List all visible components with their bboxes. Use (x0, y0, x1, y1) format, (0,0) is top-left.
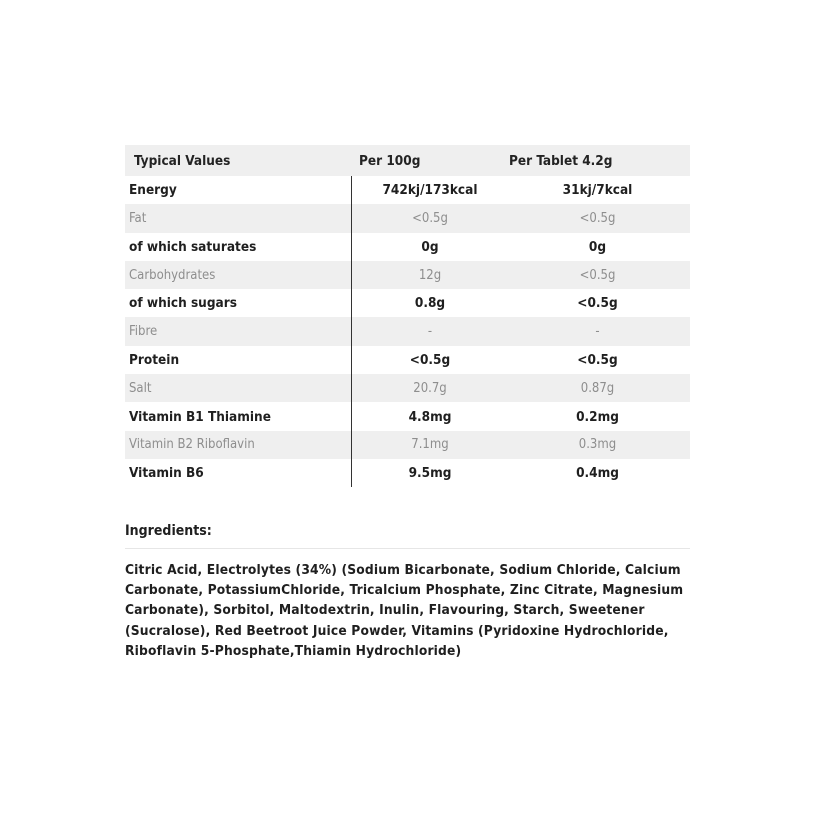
header-per-100g: Per 100g (359, 152, 421, 169)
table-row (125, 402, 690, 430)
value-per-tablet: <0.5g (577, 351, 618, 368)
nutrient-label: Fat (129, 210, 147, 226)
value-per-100g: 0g (421, 238, 439, 255)
value-per-100g: <0.5g (409, 351, 451, 368)
value-per-tablet: 0.4mg (576, 465, 619, 482)
header-per-tablet: Per Tablet 4.2g (509, 152, 613, 169)
value-per-tablet: 0.2mg (576, 408, 619, 425)
nutrient-label: Carbohydrates (129, 267, 216, 283)
nutrient-label: Vitamin B1 Thiamine (129, 408, 271, 425)
value-per-100g: 0.8g (414, 295, 446, 312)
value-per-100g: 9.5mg (408, 465, 452, 482)
nutrient-label: Vitamin B6 (129, 465, 204, 482)
table-row (125, 176, 690, 204)
table-row (125, 204, 690, 232)
table-row (125, 346, 690, 374)
table-row (125, 261, 690, 289)
table-row (125, 289, 690, 317)
nutrient-label: Fibre (129, 324, 158, 340)
value-per-100g: 20.7g (413, 380, 447, 396)
value-per-tablet: 0.3mg (578, 437, 617, 453)
nutrient-label: Vitamin B2 Riboflavin (129, 437, 255, 453)
ingredients-title: Ingredients: (125, 523, 690, 549)
value-per-100g: 7.1mg (411, 437, 449, 453)
value-per-100g: 12g (418, 267, 442, 283)
table-row (125, 317, 690, 345)
nutrient-label: of which sugars (129, 295, 237, 312)
value-per-tablet: - (595, 324, 600, 340)
table-row (125, 374, 690, 402)
value-per-tablet: <0.5g (577, 295, 618, 312)
ingredients-text: Citric Acid, Electrolytes (34%) (Sodium Bicarbonate, Sodium Chloride, Calcium Carbonate, PotassiumChloride, Tricalcium Phosphate, Zinc Citrate, Magnesium Carbonate), Sorbitol, Maltodextrin, Inulin, Flavouring, Starch, Sweetener (Sucralose), Red Beetroot Juice Powder, Vitamins (Pyridoxine Hydrochloride, Riboflavin 5-Phosphate,Thiamin Hydrochloride) (125, 562, 684, 659)
value-per-100g: - (427, 324, 433, 340)
value-per-tablet: 31kj/7kcal (562, 182, 633, 199)
ingredients-section (125, 523, 690, 661)
column-divider (351, 176, 352, 487)
table-row (125, 431, 690, 459)
value-per-tablet: <0.5g (579, 210, 616, 226)
table-row (125, 459, 690, 487)
nutrition-body (125, 176, 690, 487)
value-per-tablet: 0g (588, 238, 607, 255)
nutrient-label: of which saturates (129, 238, 257, 255)
nutrition-table (125, 145, 690, 487)
nutrient-label: Protein (129, 351, 180, 368)
nutrition-header-row (125, 145, 690, 176)
nutrient-label: Salt (129, 380, 152, 396)
value-per-100g: 742kj/173kcal (382, 182, 478, 199)
table-row (125, 233, 690, 261)
value-per-100g: 4.8mg (408, 408, 452, 425)
value-per-tablet: 0.87g (580, 380, 615, 396)
header-typical-values: Typical Values (134, 152, 231, 169)
nutrient-label: Energy (129, 182, 177, 199)
value-per-100g: <0.5g (412, 210, 448, 226)
value-per-tablet: <0.5g (579, 267, 616, 283)
